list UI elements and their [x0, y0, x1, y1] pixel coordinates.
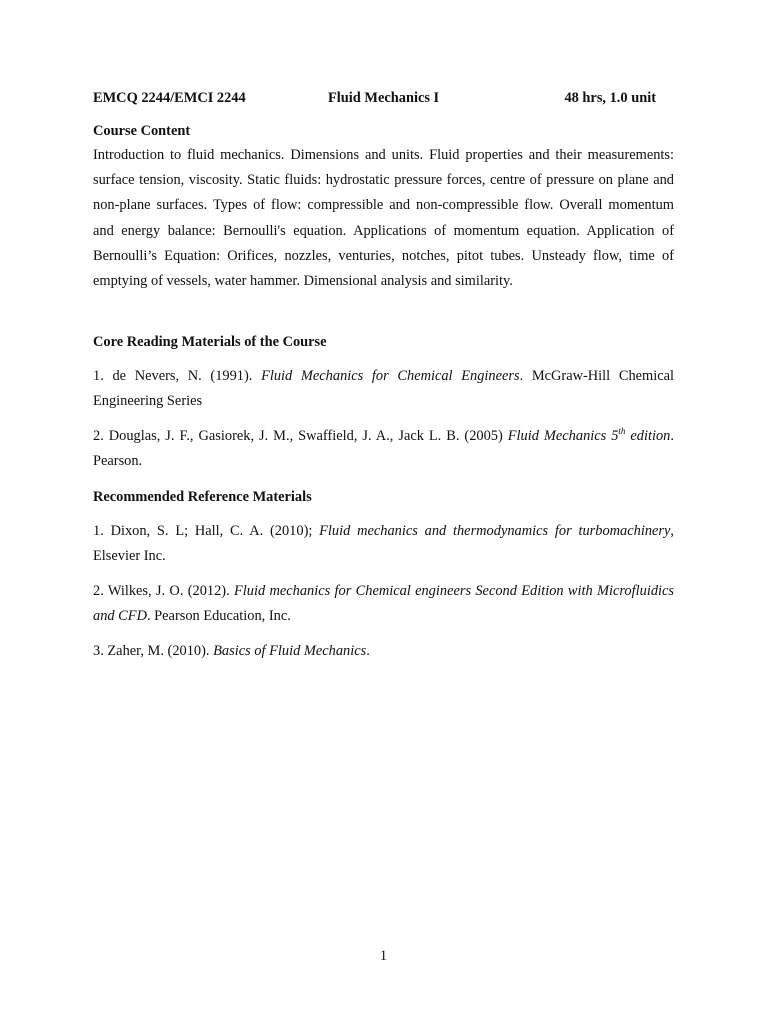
- course-code: EMCQ 2244/EMCI 2244: [93, 90, 246, 106]
- core-reading-item-2: 2. Douglas, J. F., Gasiorek, J. M., Swaffield, J. A., Jack L. B. (2005) Fluid Mechanics 5th edition. Pearson.: [93, 426, 674, 470]
- core-reading-heading: Core Reading Materials of the Course: [93, 334, 327, 350]
- recommended-heading: Recommended Reference Materials: [93, 489, 312, 505]
- course-content-text: Introduction to fluid mechanics. Dimensions and units. Fluid properties and their measurements: surface tension, viscosity. Static fluids: hydrostatic pressure forces, centre of pressure on plane and non-plane surfaces. Types of flow: compressible and non-compressible flow. Overall momentum and energy balance: Bernoulli's equation. Applications of momentum equation. Application of Bernoulli’s Equation: Orifices, nozzles, venturies, notches, pitot tubes. Unsteady flow, time of emptying of vessels, water hammer. Dimensional analysis and similarity.: [93, 147, 674, 290]
- page-number: 1: [379, 948, 388, 964]
- reference-title-cont: edition: [625, 428, 671, 444]
- reference-title: Fluid Mechanics for Chemical Engineers: [261, 368, 520, 384]
- reference-title: Fluid mechanics and thermodynamics for turbomachinery: [319, 523, 671, 539]
- reference-title: Basics of Fluid Mechanics: [213, 643, 367, 659]
- superscript: th: [618, 426, 626, 436]
- course-hours: 48 hrs, 1.0 unit: [564, 90, 656, 106]
- reference-title: Fluid mechanics for Chemical engineers Second Edition with Microfluidics and CFD: [93, 583, 675, 625]
- core-reading-item-1: 1. de Nevers, N. (1991). Fluid Mechanics for Chemical Engineers. McGraw-Hill Chemical Engineering Series: [93, 368, 674, 410]
- recommended-item-1: 1. Dixon, S. L; Hall, C. A. (2010); Fluid mechanics and thermodynamics for turbomachinery, Elsevier Inc.: [93, 523, 674, 565]
- reference-title: Fluid Mechanics 5: [507, 428, 619, 444]
- recommended-item-2: 2. Wilkes, J. O. (2012). Fluid mechanics for Chemical engineers Second Edition with Microfluidics and CFD. Pearson Education, Inc.: [93, 583, 675, 625]
- recommended-item-3: 3. Zaher, M. (2010). Basics of Fluid Mechanics.: [93, 643, 370, 659]
- document-page: [93, 0, 674, 1024]
- course-title: Fluid Mechanics I: [328, 90, 440, 106]
- course-header: [93, 88, 674, 108]
- course-content-heading: Course Content: [93, 123, 191, 139]
